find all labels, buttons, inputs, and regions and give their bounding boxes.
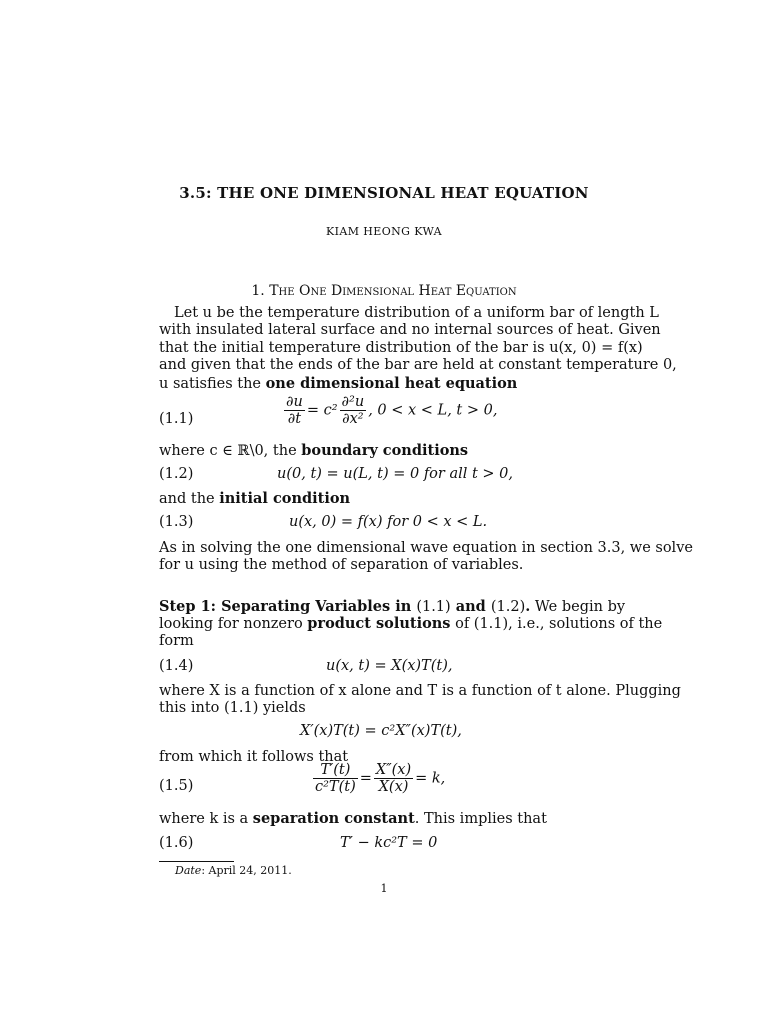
method-line-1: As in solving the one dimensional wave equation in section 3.3, we solve xyxy=(159,540,693,556)
eq-separated: X′(x)T(t) = c²X″(x)T(t), xyxy=(300,723,462,739)
eq-1-5-equals: = xyxy=(359,770,372,787)
method-line-2: for u using the method of separation of variables. xyxy=(159,557,524,574)
initial-condition-line xyxy=(159,490,350,508)
footnote-date xyxy=(175,864,292,877)
boundary-conditions-line xyxy=(159,442,468,460)
step-1-line-2 xyxy=(159,615,663,633)
intro-line-4: and given that the ends of the bar are held at constant temperature 0, xyxy=(159,357,677,374)
intro-line-5-text: u satisfies the xyxy=(159,375,266,392)
boundary-conditions-term: boundary conditions xyxy=(301,442,469,459)
step-1-rest: We begin by xyxy=(530,599,626,615)
eq-1-5-left xyxy=(313,762,358,795)
paper-title: 3.5: THE ONE DIMENSIONAL HEAT EQUATION xyxy=(179,184,589,202)
section-heading: 1. The One Dimensional Heat Equation xyxy=(251,283,517,299)
eq-1-1-rhs xyxy=(340,394,367,427)
eq-1-5 xyxy=(311,762,445,795)
where-x-line-1: where X is a function of x alone and T is a function of t alone. Plugging xyxy=(159,683,681,699)
heat-equation-term: one dimensional heat equation xyxy=(265,374,518,392)
eq-1-5-left-den: c²T(t) xyxy=(315,779,356,795)
and-the-text: and the xyxy=(159,491,220,507)
step-1-paragraph xyxy=(159,598,663,650)
page-number: 1 xyxy=(380,882,388,895)
step-1-dot: . xyxy=(525,598,531,615)
step-1-line-3: form xyxy=(159,632,194,649)
eq-1-3: u(x, 0) = f(x) for 0 < x < L. xyxy=(289,514,488,530)
initial-condition-term: initial condition xyxy=(219,490,351,507)
eq-1-5-label: (1.5) xyxy=(159,778,194,794)
footnote-text: : April 24, 2011. xyxy=(201,864,292,877)
eq-1-1-label: (1.1) xyxy=(159,411,194,427)
eq-1-1-lhs-num: ∂u xyxy=(286,394,303,410)
step-1-line-1 xyxy=(159,598,626,615)
implies-text: . This implies that xyxy=(414,811,547,827)
eq-1-1-condition: , 0 < x < L, t > 0, xyxy=(368,402,498,419)
eq-1-3-label: (1.3) xyxy=(159,514,194,530)
eq-1-2: u(0, t) = u(L, t) = 0 for all t > 0, xyxy=(277,466,514,482)
step-1-ref-b: (1.2) xyxy=(490,599,526,615)
step-1-and: and xyxy=(450,598,491,615)
intro-line-3: that the initial temperature distribution of the bar is u(x, 0) = f(x) xyxy=(159,339,643,356)
eq-1-5-right-den: X(x) xyxy=(378,779,409,795)
intro-paragraph xyxy=(159,305,677,392)
eq-1-1-lhs xyxy=(284,394,305,427)
eq-1-1-lhs-den: ∂t xyxy=(287,411,302,427)
where-c-text: where c ∈ ℝ\0, the xyxy=(159,443,302,459)
separation-constant-term: separation constant xyxy=(252,810,415,827)
intro-line-2: with insulated lateral surface and no internal sources of heat. Given xyxy=(159,322,661,339)
intro-line-1: Let u be the temperature distribution of a uniform bar of length L xyxy=(174,305,659,321)
where-x-line-2: this into (1.1) yields xyxy=(159,700,306,717)
eq-1-4: u(x, t) = X(x)T(t), xyxy=(326,658,453,674)
step-1-line-2-c: of (1.1), i.e., solutions of the xyxy=(450,616,663,633)
eq-1-2-label: (1.2) xyxy=(159,466,194,482)
paper-author: KIAM HEONG KWA xyxy=(326,225,442,238)
eq-1-1-mid: = c² xyxy=(306,402,338,419)
step-1-heading: Step 1: Separating Variables in xyxy=(159,598,417,615)
eq-1-6-label: (1.6) xyxy=(159,835,194,851)
eq-1-5-right xyxy=(374,762,413,795)
eq-1-5-right-num: X″(x) xyxy=(375,762,412,778)
where-k-text: where k is a xyxy=(159,811,253,827)
intro-line-5 xyxy=(159,375,611,392)
eq-1-1-rhs-num: ∂²u xyxy=(341,394,365,410)
method-paragraph xyxy=(159,540,693,575)
product-solutions-term: product solutions xyxy=(307,615,451,633)
eq-1-5-tail: = k, xyxy=(415,770,446,787)
eq-1-1-rhs-den: ∂x² xyxy=(342,411,364,427)
separation-constant-line xyxy=(159,810,547,828)
footnote-label: Date xyxy=(175,864,202,877)
from-which-line: from which it follows that xyxy=(159,749,349,765)
eq-1-1 xyxy=(282,394,497,427)
step-1-ref-a: (1.1) xyxy=(416,599,451,615)
step-1-line-2-a: looking for nonzero xyxy=(159,616,308,633)
eq-1-6: T′ − kc²T = 0 xyxy=(340,835,438,851)
where-x-paragraph xyxy=(159,683,681,718)
footnote-rule xyxy=(159,861,234,862)
eq-1-4-label: (1.4) xyxy=(159,658,194,674)
eq-1-5-left-num: T′(t) xyxy=(313,762,358,779)
